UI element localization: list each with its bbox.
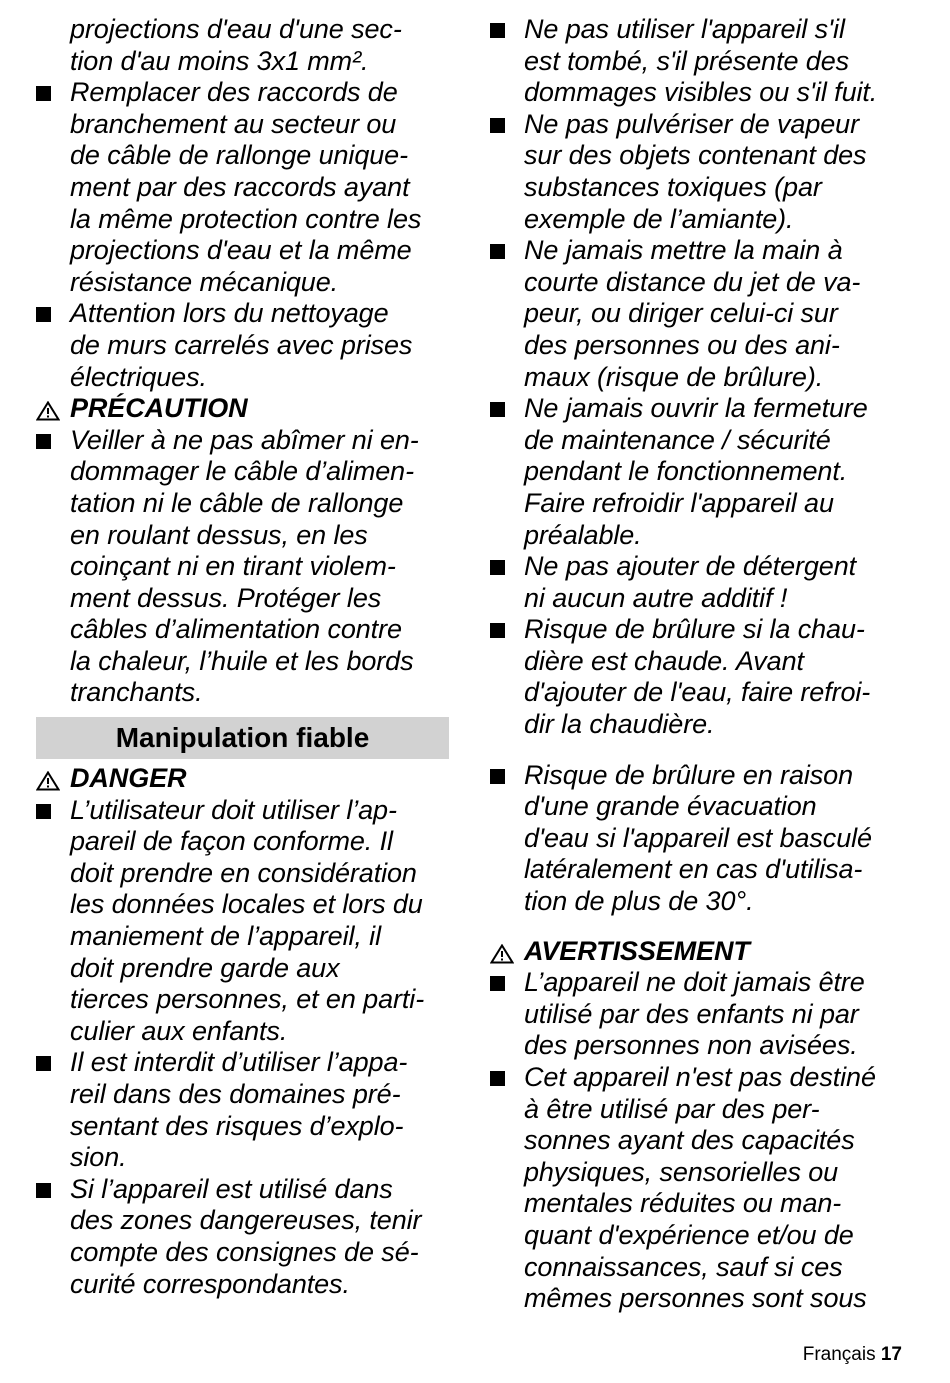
text-line: tion d'au moins 3x1 mm². (70, 45, 369, 76)
bullet-square-icon (36, 434, 51, 449)
list-item (36, 1174, 449, 1300)
danger-label: DANGER (70, 763, 187, 794)
precaution-heading (36, 393, 449, 425)
bullet-square-icon (490, 623, 505, 638)
text-line: sonnes ayant des capacités (524, 1125, 855, 1156)
text-line: Cet appareil n'est pas destiné (524, 1062, 876, 1092)
right-column (490, 14, 910, 1315)
text-line: Attention lors du nettoyage (70, 298, 389, 329)
warning-triangle-icon (36, 771, 60, 791)
bullet-square-icon (490, 244, 505, 259)
text-line: est tombé, s'il présente des (524, 45, 850, 76)
list-item (36, 298, 449, 393)
text-line: la chaleur, l’huile et les bords (70, 645, 414, 676)
list-item (490, 235, 910, 393)
bullet-square-icon (490, 23, 505, 38)
text-line: électriques. (70, 361, 207, 392)
warning-triangle-icon (490, 944, 514, 964)
text-line: pendant le fonctionnement. (524, 456, 848, 487)
footer-language: Français (802, 1344, 876, 1365)
text-line: Remplacer des raccords de (70, 77, 398, 108)
text-line: L’appareil ne doit jamais être (524, 967, 865, 998)
text-line: projections d'eau et la même (70, 235, 412, 266)
text-line: Il est interdit d’utiliser l’appa- (70, 1047, 408, 1078)
bullet-square-icon (490, 769, 505, 784)
text-line: ment dessus. Protéger les (70, 582, 382, 613)
spacer (490, 918, 910, 936)
bullet-square-icon (490, 976, 505, 991)
text-line: câbles d’alimentation contre (70, 614, 402, 645)
bullet-square-icon (490, 402, 505, 417)
list-item (490, 1062, 910, 1315)
list-item (490, 393, 910, 551)
bullet-square-icon (36, 804, 51, 819)
text-line: peur, ou diriger celui-ci sur (524, 298, 838, 329)
danger-heading (36, 763, 449, 795)
text-line: à être utilisé par des per- (524, 1093, 820, 1124)
text-line: ni aucun autre additif ! (524, 582, 788, 613)
text-line: exemple de l’amiante). (524, 203, 794, 234)
text-line: sur des objets contenant des (524, 140, 867, 171)
text-line: Si l’appareil est utilisé dans (70, 1173, 393, 1204)
text-line: Risque de brûlure si la chau- (524, 614, 865, 645)
text-line: curité correspondantes. (70, 1268, 350, 1299)
text-line: utilisé par des enfants ni par (524, 998, 859, 1029)
text-line: sion. (70, 1142, 127, 1173)
warning-triangle-icon (36, 401, 60, 421)
text-line: mentales réduites ou man- (524, 1188, 842, 1219)
precaution-label: PRÉCAUTION (70, 393, 248, 424)
list-item (490, 614, 910, 740)
text-line: préalable. (524, 519, 642, 550)
text-line: doit prendre en considération (70, 857, 417, 888)
avertissement-label: AVERTISSEMENT (524, 935, 750, 966)
bullet-square-icon (490, 118, 505, 133)
text-line: des personnes ou des ani- (524, 329, 840, 360)
spacer (490, 741, 910, 760)
text-line: tierces personnes, et en parti- (70, 984, 425, 1015)
text-line: d'une grande évacuation (524, 791, 817, 822)
left-column (36, 14, 449, 1300)
text-line: des zones dangereuses, tenir (70, 1205, 422, 1236)
text-line: Ne jamais mettre la main à (524, 235, 843, 266)
bullet-square-icon (36, 86, 51, 101)
text-line: culier aux enfants. (70, 1015, 288, 1046)
text-line: mêmes personnes sont sous (524, 1283, 867, 1314)
text-line: coinçant ni en tirant violem- (70, 551, 396, 582)
text-line: dommages visibles ou s'il fuit. (524, 77, 878, 108)
text-line: Ne jamais ouvrir la fermeture (524, 393, 868, 424)
avertissement-heading (490, 936, 910, 968)
text-line: Ne pas pulvériser de vapeur (524, 108, 859, 139)
text-line: reil dans des domaines pré- (70, 1079, 401, 1109)
bullet-square-icon (490, 560, 505, 575)
list-item (490, 109, 910, 235)
text-line: maniement de l’appareil, il (70, 921, 381, 952)
text-line: latéralement en cas d'utilisa- (524, 854, 863, 885)
text-line: d'ajouter de l'eau, faire refroi- (524, 677, 871, 708)
list-item (36, 77, 449, 298)
text-line: tion de plus de 30°. (524, 886, 754, 917)
text-line: pareil de façon conforme. Il (70, 826, 393, 857)
text-line: compte des consignes de sé- (70, 1236, 419, 1267)
text-line: les données locales et lors du (70, 889, 423, 920)
text-line: branchement au secteur ou (70, 108, 397, 139)
text-line: de maintenance / sécurité (524, 424, 831, 455)
text-line: d'eau si l'appareil est basculé (524, 822, 872, 853)
list-item (490, 967, 910, 1062)
bullet-square-icon (36, 1056, 51, 1071)
list-item (36, 1047, 449, 1173)
bullet-square-icon (36, 1183, 51, 1198)
list-item (490, 14, 910, 109)
text-line: ment par des raccords ayant (70, 171, 410, 202)
text-line: Ne pas utiliser l'appareil s'il (524, 14, 845, 44)
list-item (36, 425, 449, 709)
bullet-square-icon (36, 307, 51, 322)
text-line: tation ni le câble de rallonge (70, 487, 404, 518)
text-line: physiques, sensorielles ou (524, 1156, 839, 1187)
page-footer (803, 1344, 902, 1366)
text-line: Ne pas ajouter de détergent (524, 551, 857, 582)
text-line: résistance mécanique. (70, 266, 339, 297)
text-line: quant d'expérience et/ou de (524, 1219, 854, 1250)
bullet-square-icon (490, 1071, 505, 1086)
section-title: Manipulation fiable (36, 717, 449, 759)
text-line: de câble de rallonge unique- (70, 140, 408, 171)
text-line: dière est chaude. Avant (524, 645, 804, 676)
text-line: dir la chaudière. (524, 709, 715, 740)
text-line: maux (risque de brûlure). (524, 361, 824, 392)
text-line: tranchants. (70, 677, 203, 708)
text-line: Faire refroidir l'appareil au (524, 487, 834, 518)
text-line: la même protection contre les (70, 203, 422, 234)
text-line: en roulant dessus, en les (70, 519, 368, 550)
text-line: dommager le câble d’alimen- (70, 456, 414, 487)
page-number: 17 (880, 1344, 902, 1365)
text-line: de murs carrelés avec prises (70, 329, 413, 360)
list-item (36, 795, 449, 1048)
text-line: sentant des risques d’explo- (70, 1110, 404, 1141)
text-line: des personnes non avisées. (524, 1030, 858, 1061)
text-line: Risque de brûlure en raison (524, 759, 853, 790)
text-line: L’utilisateur doit utiliser l’ap- (70, 794, 397, 825)
continued-text (36, 14, 449, 77)
text-line: Veiller à ne pas abîmer ni en- (70, 424, 419, 455)
text-line: substances toxiques (par (524, 171, 822, 202)
text-line: projections d'eau d'une sec- (70, 14, 402, 44)
text-line: doit prendre garde aux (70, 952, 340, 983)
list-item (490, 551, 910, 614)
text-line: courte distance du jet de va- (524, 266, 861, 297)
text-line: connaissances, sauf si ces (524, 1251, 843, 1282)
list-item (490, 760, 910, 918)
